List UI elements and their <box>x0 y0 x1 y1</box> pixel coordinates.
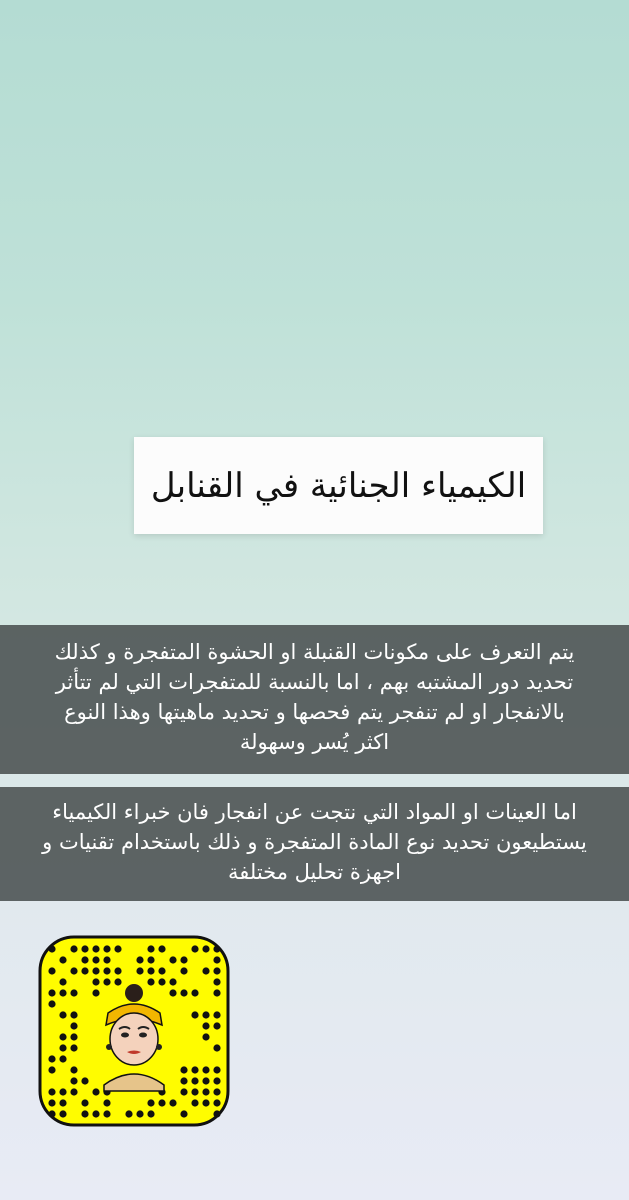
snapcode-dot <box>92 967 99 974</box>
snapcode-dot <box>202 1033 209 1040</box>
snapcode-dot <box>103 945 110 952</box>
snapcode-dot <box>81 945 88 952</box>
snapcode-dot <box>48 1066 55 1073</box>
caption-bar-2 <box>0 787 629 901</box>
snapcode-dot <box>191 1011 198 1018</box>
snapcode-dot <box>48 945 55 952</box>
snapcode-dot <box>59 1088 66 1095</box>
snapcode-dot <box>191 1077 198 1084</box>
snapcode-dot <box>81 1077 88 1084</box>
snapcode-dot <box>81 1099 88 1106</box>
snapcode-dot <box>70 1044 77 1051</box>
snapcode-dot <box>70 945 77 952</box>
snapcode-dot <box>59 956 66 963</box>
snapcode-dot <box>48 1055 55 1062</box>
snapcode-dot <box>213 945 220 952</box>
snapcode-dot <box>125 1110 132 1117</box>
snapcode-dot <box>92 1110 99 1117</box>
snapcode-dot <box>92 956 99 963</box>
snapcode-dot <box>70 1077 77 1084</box>
snapcode-dot <box>114 945 121 952</box>
snapcode-dot <box>136 1110 143 1117</box>
snapcode-dot <box>202 945 209 952</box>
snapcode-dot <box>158 978 165 985</box>
snapcode-dot <box>136 967 143 974</box>
caption-2-line-3: اجهزة تحليل مختلفة <box>227 860 401 884</box>
snapcode-dot <box>180 1110 187 1117</box>
snapcode-dot <box>48 989 55 996</box>
snapcode-dot <box>81 967 88 974</box>
snapcode-dot <box>70 1022 77 1029</box>
caption-1-line-1: يتم التعرف على مكونات القنبلة او الحشوة المتفجرة و كذلك <box>54 640 575 664</box>
snapcode-dot <box>180 1066 187 1073</box>
snapcode-dot <box>70 1066 77 1073</box>
snapcode-dot <box>81 956 88 963</box>
snapcode-dot <box>202 1099 209 1106</box>
snapcode-dot <box>59 1110 66 1117</box>
snapcode-dot <box>59 1033 66 1040</box>
snapcode-dot <box>48 1088 55 1095</box>
snapcode-dot <box>70 1011 77 1018</box>
snapcode-dot <box>169 956 176 963</box>
snapcode-dot <box>202 1011 209 1018</box>
caption-1-line-4: اكثر يُسر وسهولة <box>239 730 390 754</box>
snapcode-dot <box>202 1088 209 1095</box>
caption-1-line-3: بالانفجار او لم تنفجر يتم فحصها و تحديد ماهيتها وهذا النوع <box>64 700 565 724</box>
snapcode-dot <box>147 967 154 974</box>
snapcode-dot <box>191 989 198 996</box>
snapcode-dot <box>70 1033 77 1040</box>
snapcode-dot <box>180 956 187 963</box>
snapcode-dot <box>92 978 99 985</box>
snapcode-dot <box>70 1088 77 1095</box>
title-text: الكيمياء الجنائية في القنابل <box>150 465 527 506</box>
snapcode-dot <box>169 978 176 985</box>
snapcode-dot <box>213 1022 220 1029</box>
snapcode-dot <box>213 967 220 974</box>
snapcode-dot <box>48 1099 55 1106</box>
snapcode-dot <box>59 978 66 985</box>
snapcode-dot <box>158 967 165 974</box>
snapcode-dot <box>180 1088 187 1095</box>
snapcode-dot <box>147 1110 154 1117</box>
snapcode-dot <box>213 1011 220 1018</box>
snapcode-dot <box>202 1066 209 1073</box>
snapcode-dot <box>92 945 99 952</box>
snapcode-dot <box>213 1077 220 1084</box>
snapcode-dot <box>103 1099 110 1106</box>
snapcode-dot <box>103 1110 110 1117</box>
snapcode-dot <box>202 1022 209 1029</box>
snapcode-dot <box>70 989 77 996</box>
snapcode-dot <box>103 978 110 985</box>
snapcode-dot <box>213 1088 220 1095</box>
snapcode-dot <box>191 1099 198 1106</box>
snapcode-dot <box>147 1099 154 1106</box>
snapcode-dot <box>70 967 77 974</box>
snapcode-dot <box>147 945 154 952</box>
caption-bar-1 <box>0 625 629 774</box>
snapcode-dot <box>213 1044 220 1051</box>
snapcode-dot <box>147 956 154 963</box>
snapcode-dot <box>169 1099 176 1106</box>
snapcode-dot <box>202 1077 209 1084</box>
snapcode-dot <box>213 1066 220 1073</box>
snapcode-dot <box>158 1099 165 1106</box>
caption-2-line-1: اما العينات او المواد التي نتجت عن انفجار فان خبراء الكيمياء <box>52 800 577 824</box>
snapcode-icon[interactable] <box>38 935 230 1127</box>
snapcode-dot <box>81 1110 88 1117</box>
snapcode-graphic <box>38 935 230 1127</box>
snapcode-dot <box>158 945 165 952</box>
snapcode-dot <box>103 967 110 974</box>
snapcode-dot <box>114 967 121 974</box>
snapcode-dot <box>213 1110 220 1117</box>
snapcode-dot <box>180 989 187 996</box>
snapcode-dot <box>59 1099 66 1106</box>
snapcode-dot <box>180 1077 187 1084</box>
snapcode-dot <box>103 956 110 963</box>
title-card <box>134 437 543 534</box>
snapcode-dot <box>213 978 220 985</box>
snapcode-dot <box>202 967 209 974</box>
snapcode-dot <box>59 989 66 996</box>
snapcode-dot <box>92 989 99 996</box>
snapcode-dot <box>213 989 220 996</box>
snapcode-dot <box>213 1099 220 1106</box>
snapcode-dot <box>180 967 187 974</box>
snapcode-dot <box>169 989 176 996</box>
caption-1-line-2: تحديد دور المشتبه بهم ، اما بالنسبة للمتفجرات التي لم تتأثر <box>55 670 574 694</box>
snapcode-dot <box>48 967 55 974</box>
snapcode-dot <box>48 1110 55 1117</box>
snapcode-dot <box>48 1000 55 1007</box>
snapcode-dot <box>59 1044 66 1051</box>
snapcode-dot <box>136 956 143 963</box>
snapcode-dot <box>114 978 121 985</box>
snapcode-dot <box>213 956 220 963</box>
snapcode-dot <box>191 945 198 952</box>
snapcode-dot <box>92 1088 99 1095</box>
caption-2-line-2: يستطيعون تحديد نوع المادة المتفجرة و ذلك باستخدام تقنيات و <box>42 830 587 854</box>
snapcode-dot <box>191 1088 198 1095</box>
snapcode-dot <box>59 1011 66 1018</box>
snapcode-dot <box>147 978 154 985</box>
snapcode-dot <box>59 1055 66 1062</box>
snapcode-dot <box>191 1066 198 1073</box>
